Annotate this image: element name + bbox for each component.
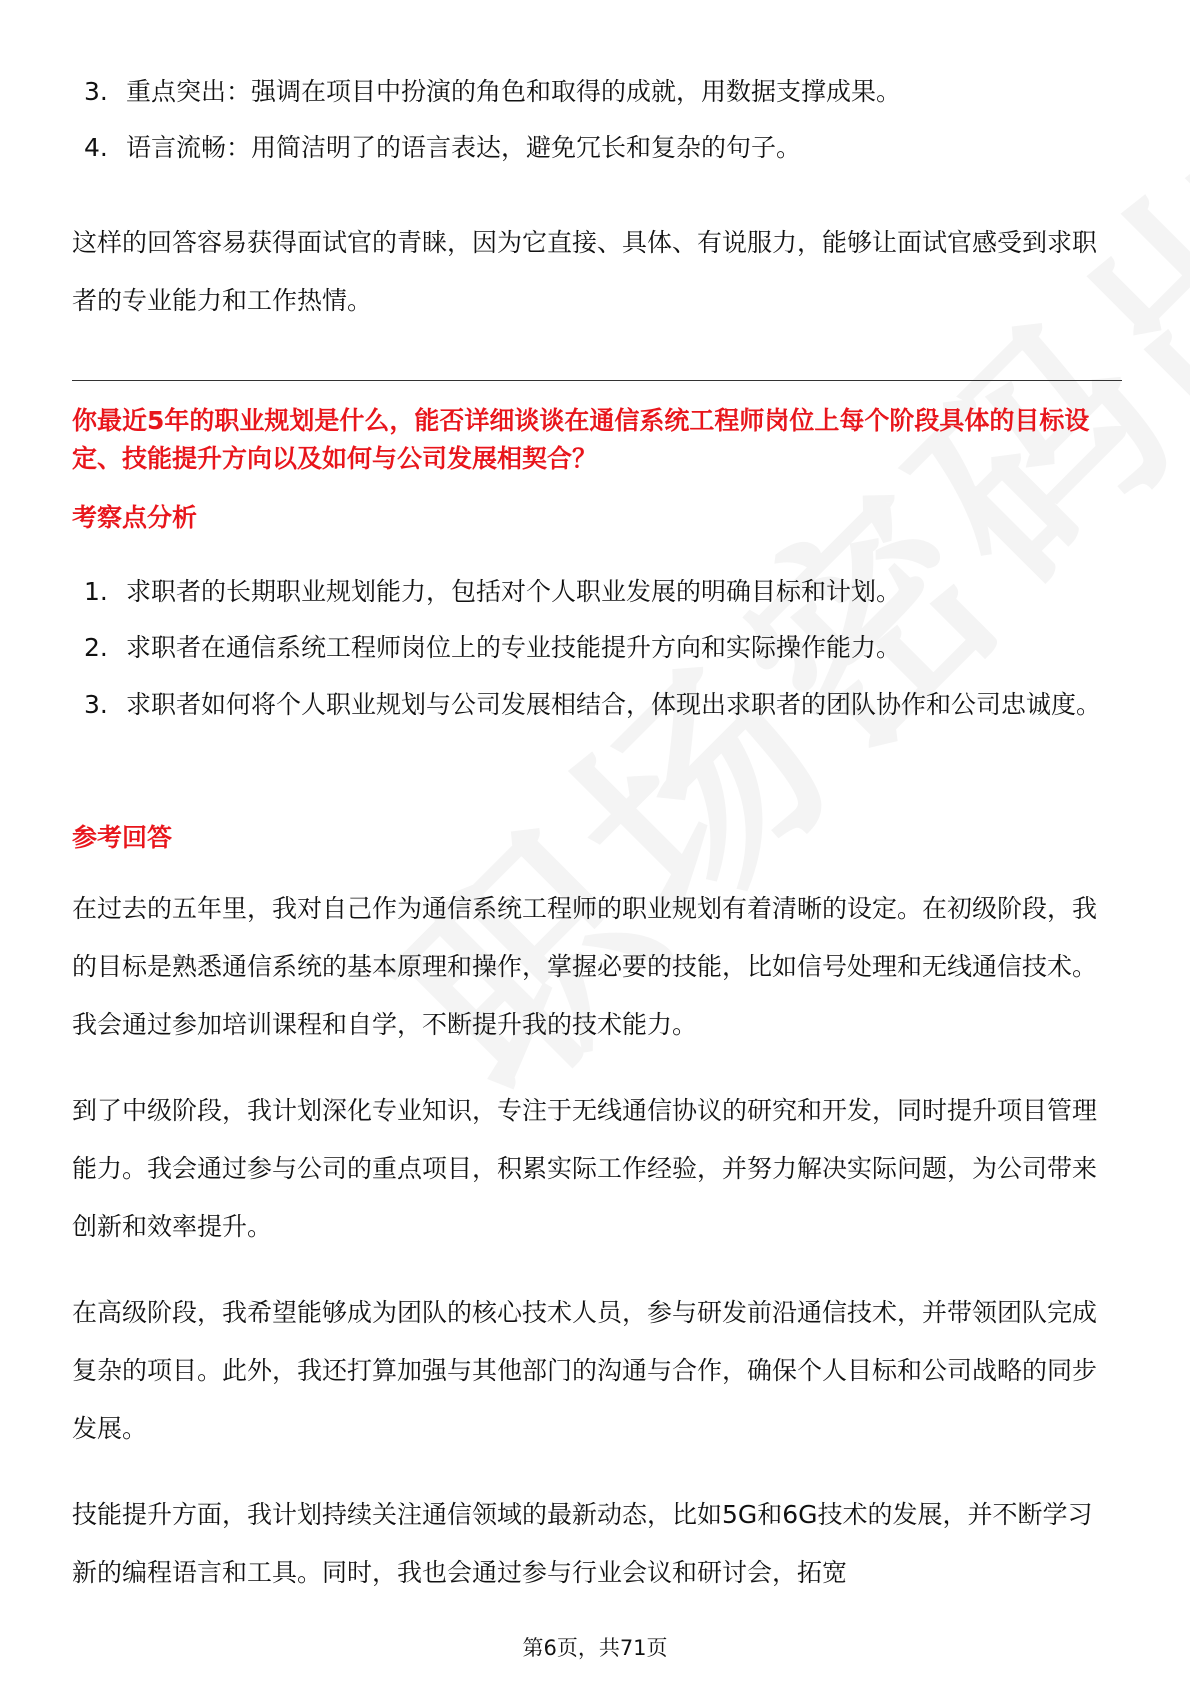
list-item — [72, 120, 1122, 176]
list-text: 重点突出：强调在项目中扮演的角色和取得的成就，用数据支撑成果。 — [126, 77, 902, 106]
page-number: 第6页，共71页 — [522, 1636, 668, 1660]
list-number: 3. — [84, 690, 108, 719]
list-item — [72, 676, 1126, 734]
list-item — [72, 64, 1122, 120]
list-number: 4. — [84, 133, 108, 162]
list-text: 求职者如何将个人职业规划与公司发展相结合，体现出求职者的团队协作和公司忠诚度。 — [126, 690, 1102, 719]
answer-title: 参考回答 — [72, 823, 173, 852]
answer-paragraph: 到了中级阶段，我计划深化专业知识，专注于无线通信协议的研究和开发，同时提升项目管理能力。我会通过参与公司的重点项目，积累实际工作经验，并努力解决实际问题，为公司带来创新和效率提升。 — [72, 1096, 1098, 1241]
list-number: 1. — [84, 577, 108, 606]
question-heading: 你最近5年的职业规划是什么，能否详细谈谈在通信系统工程师岗位上每个阶段具体的目标设定、技能提升方向以及如何与公司发展相契合？ — [72, 406, 1090, 473]
answer-paragraph: 技能提升方面，我计划持续关注通信领域的最新动态，比如5G和6G技术的发展，并不断学习新的编程语言和工具。同时，我也会通过参与行业会议和研讨会，拓宽 — [72, 1500, 1093, 1587]
analysis-title: 考察点分析 — [72, 503, 198, 532]
list-item — [72, 564, 1122, 620]
answer-paragraph: 在过去的五年里，我对自己作为通信系统工程师的职业规划有着清晰的设定。在初级阶段，我的目标是熟悉通信系统的基本原理和操作，掌握必要的技能，比如信号处理和无线通信技术。我会通过参加培训课程和自学，不断提升我的技术能力。 — [72, 894, 1098, 1039]
answer-paragraph: 在高级阶段，我希望能够成为团队的核心技术人员，参与研发前沿通信技术，并带领团队完成复杂的项目。此外，我还打算加强与其他部门的沟通与合作，确保个人目标和公司战略的同步发展。 — [72, 1298, 1098, 1443]
list-text: 求职者在通信系统工程师岗位上的专业技能提升方向和实际操作能力。 — [126, 633, 902, 662]
list-number: 3. — [84, 77, 108, 106]
intro-paragraph: 这样的回答容易获得面试官的青睐，因为它直接、具体、有说服力，能够让面试官感受到求职者的专业能力和工作热情。 — [72, 228, 1098, 315]
analysis-list — [72, 564, 1122, 734]
section-divider — [72, 380, 1122, 381]
criteria-list — [72, 64, 1122, 176]
list-item — [72, 620, 1122, 676]
list-text: 求职者的长期职业规划能力，包括对个人职业发展的明确目标和计划。 — [126, 577, 902, 606]
list-number: 2. — [84, 633, 108, 662]
list-text: 语言流畅：用简洁明了的语言表达，避免冗长和复杂的句子。 — [126, 133, 802, 162]
